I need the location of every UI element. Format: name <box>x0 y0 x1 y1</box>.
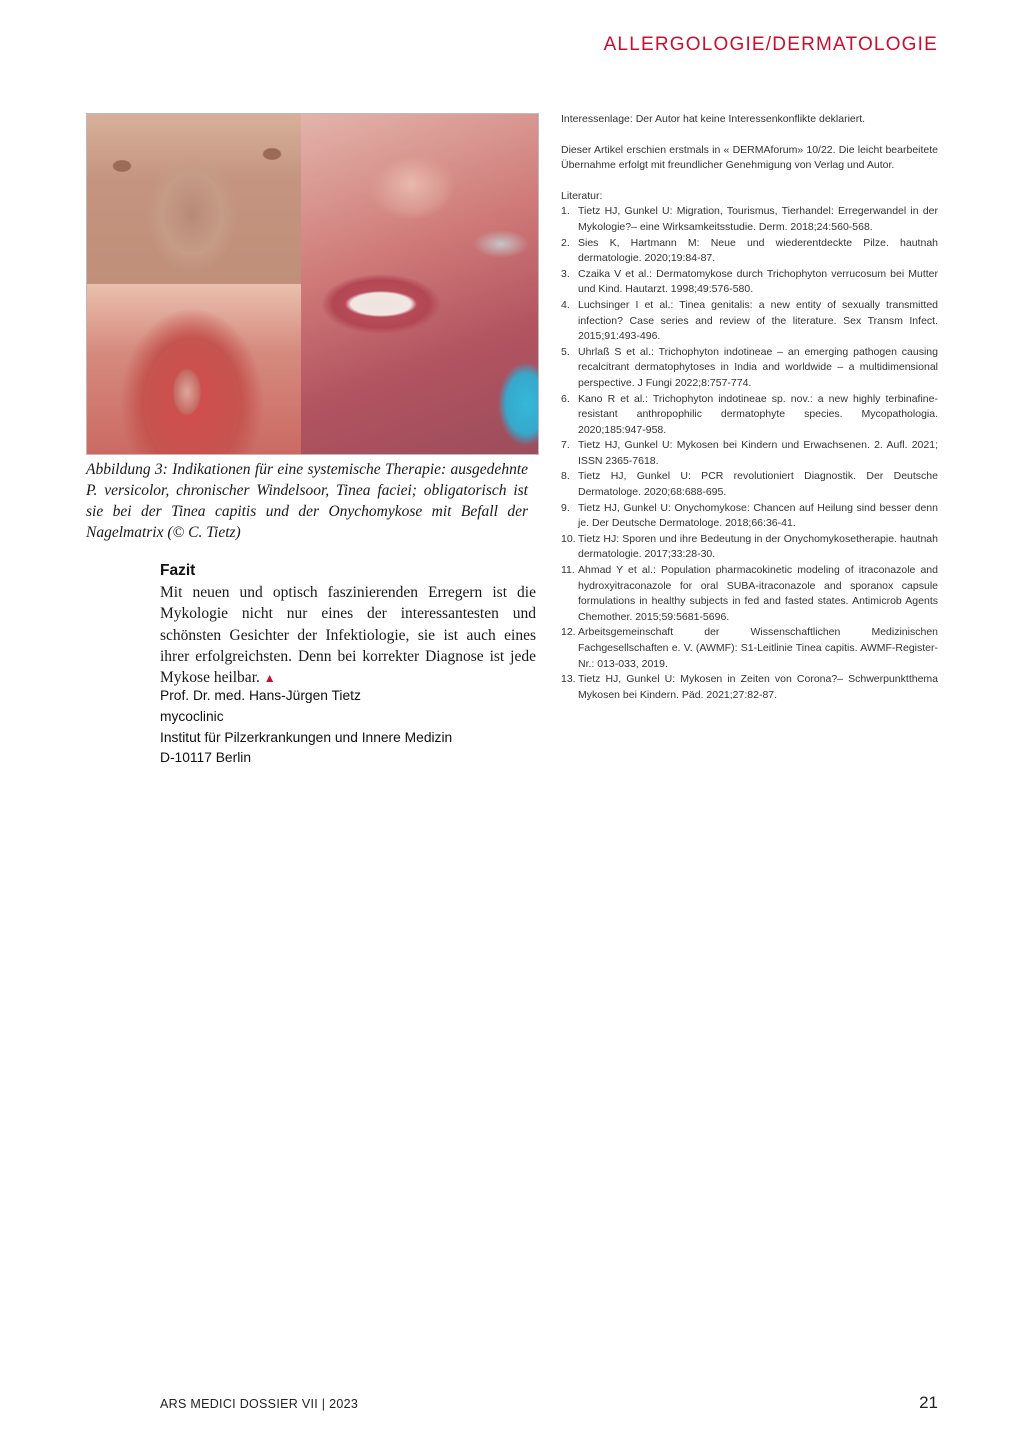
author-institute: Institut für Pilzerkrankungen und Innere Medizin <box>160 729 453 745</box>
reference-text: Uhrlaß S et al.: Trichophyton indotineae – an emerging pathogen causing recalcitrant dermatophytoses in India and worldwide – a multidimensional perspective. J Fungi 2022;8:757-774. <box>578 345 938 389</box>
photo-diaper-candidiasis <box>87 284 301 454</box>
reference-text: Tietz HJ, Gunkel U: PCR revolutioniert Diagnostik. Der Deutsche Dermatologe. 2020;68:688-695. <box>578 470 938 499</box>
literature-label: Literatur: <box>561 189 603 202</box>
first-publication-note: Dieser Artikel erschien erstmals in « DERMAforum» 10/22. Die leicht bearbeitete Übernahme erfolgt mit freundlicher Genehmigung von Verlag und Autor. <box>561 143 938 172</box>
reference-item <box>561 392 938 439</box>
reference-item <box>561 672 938 703</box>
right-column <box>561 112 938 703</box>
reference-number: 11. <box>561 564 575 577</box>
reference-number: 1. <box>561 205 570 218</box>
reference-item <box>561 267 938 298</box>
reference-number: 10. <box>561 532 576 545</box>
reference-item <box>561 236 938 267</box>
reference-text: Ahmad Y et al.: Population pharmacokinetic modeling of itraconazole and hydroxyitraconazole for oral SUBA-itraconazole and sporanox capsule formulations in healthy subjects in fed and fasted states. Antimicrob Agents Chemother. 2015;59:5681-5696. <box>578 564 938 623</box>
author-city: D-10117 Berlin <box>160 750 252 766</box>
reference-text: Tietz HJ, Gunkel U: Onychomykose: Chancen auf Heilung sind besser denn je. Der Deutsche Dermatologe. 2018;66:36-41. <box>578 501 938 530</box>
reference-list <box>561 204 938 703</box>
reference-number: 3. <box>561 267 570 280</box>
reference-item <box>561 298 938 345</box>
section-title: ALLERGOLOGIE/DERMATOLOGIE <box>603 34 938 55</box>
fazit-text <box>160 582 536 689</box>
reference-number: 8. <box>561 470 570 483</box>
reference-text: Tietz HJ, Gunkel U: Mykosen in Zeiten von Corona?– Schwerpunktthema Mykosen bei Kindern. Päd. 2021;27:82-87. <box>578 673 938 701</box>
reference-item <box>561 345 938 392</box>
reference-text: Kano R et al.: Trichophyton indotineae sp. nov.: a new highly terbinafine-resistant anthropophilic dermatophyte species. Mycopathologia. 2020;185:947-958. <box>578 392 938 436</box>
reference-text: Czaika V et al.: Dermatomykose durch Trichophyton verrucosum bei Mutter und Kind. Hautarzt. 1998;49:576-580. <box>578 267 938 296</box>
journal-footer: ARS MEDICI DOSSIER VII | 2023 <box>160 1397 359 1411</box>
reference-number: 4. <box>561 298 570 311</box>
reference-text: Tietz HJ, Gunkel U: Mykosen bei Kindern und Erwachsenen. 2. Aufl. 2021; ISSN 2365-7618. <box>578 439 938 467</box>
reference-item <box>561 438 938 469</box>
author-block <box>160 686 452 769</box>
reference-item <box>561 501 938 532</box>
reference-text: Arbeitsgemeinschaft der Wissenschaftlichen Medizinischen Fachgesellschaften e. V. (AWMF): S1-Leitlinie Tinea capitis. AWMF-Register-Nr.: 013-033, 2019. <box>578 626 938 670</box>
reference-number: 9. <box>561 501 570 514</box>
fazit-heading: Fazit <box>160 562 196 579</box>
reference-text: Tietz HJ: Sporen und ihre Bedeutung in der Onychomykosetherapie. hautnah dermatologie. 2017;33:28-30. <box>578 532 938 561</box>
reference-text: Tietz HJ, Gunkel U: Migration, Tourismus, Tierhandel: Erregerwandel in der Mykologie?– eine Wirksamkeitsstudie. Derm. 2018;24:560-568. <box>578 205 938 233</box>
page-number: 21 <box>919 1393 938 1412</box>
reference-item <box>561 563 938 625</box>
reference-item <box>561 469 938 500</box>
end-mark-icon: ▲ <box>263 671 276 686</box>
reference-number: 6. <box>561 392 570 405</box>
reference-number: 7. <box>561 439 570 452</box>
reference-text: Luchsinger I et al.: Tinea genitalis: a new entity of sexually transmitted infection? Case series and review of the literature. Sex Transm Infect. 2015;91:493-496. <box>578 298 938 343</box>
photo-chest-pityriasis-versicolor <box>87 114 301 284</box>
reference-number: 5. <box>561 345 570 358</box>
interest-statement: Interessenlage: Der Autor hat keine Interessenkonflikte deklariert. <box>561 113 866 125</box>
fazit-body: Mit neuen und optisch faszinierenden Erregern ist die Mykologie nicht nur eines der interessantesten und schönsten Gesichter der Infektiologie, sie ist auch eines ihrer erfolgreichsten. Denn bei korrekter Diagnose ist jede Mykose heilbar. <box>160 584 536 687</box>
clinical-photo-collage <box>86 113 539 455</box>
reference-number: 13. <box>561 673 576 686</box>
author-org: mycoclinic <box>160 708 224 724</box>
reference-item <box>561 625 938 672</box>
reference-text: Sies K, Hartmann M: Neue und wiederentdeckte Pilze. hautnah dermatologie. 2020;19:84-87. <box>578 236 938 265</box>
reference-number: 12. <box>561 626 576 639</box>
reference-number: 2. <box>561 236 570 249</box>
figure-caption: Abbildung 3: Indikationen für eine systemische Therapie: ausgedehnte P. versicolor, chronischer Windelsoor, Tinea faciei; obligatorisch ist sie bei der Tinea capitis und der Onychomykose mit Befall der Nagelmatrix (© C. Tietz) <box>86 461 528 541</box>
author-name: Prof. Dr. med. Hans-Jürgen Tietz <box>160 688 361 703</box>
reference-item <box>561 532 938 563</box>
photo-tinea-faciei <box>301 114 538 454</box>
reference-item <box>561 204 938 235</box>
